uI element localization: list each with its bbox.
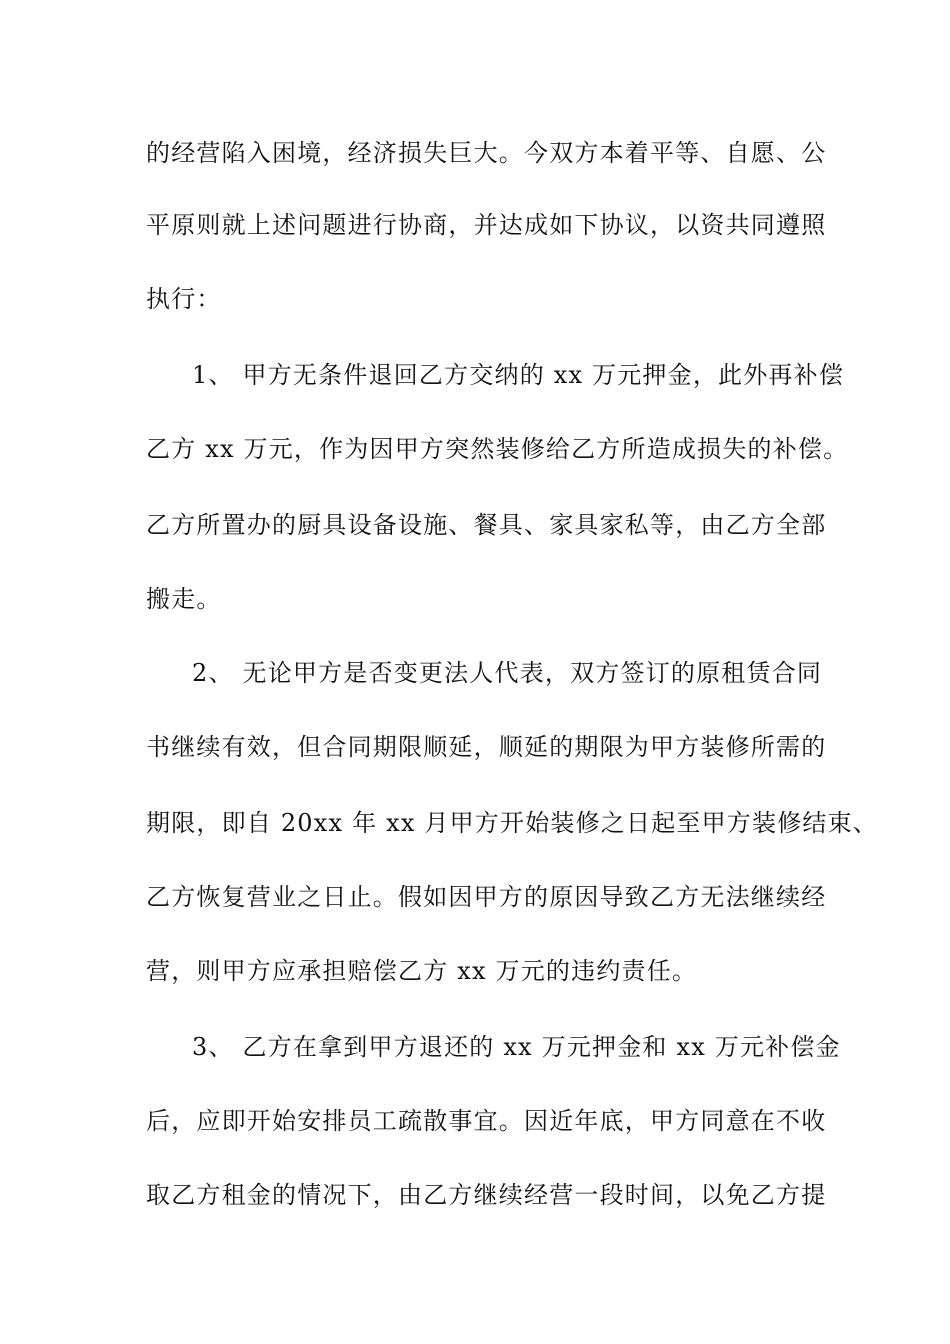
text-line: 平原则就上述问题进行协商，并达成如下协议，以资共同遵照 — [146, 211, 827, 239]
text-line: 后，应即开始安排员工疏散事宜。因近年底，甲方同意在不收 — [146, 1107, 827, 1135]
text-line: 搬走。 — [146, 585, 222, 613]
clause-1-first-line: 1、 甲方无条件退回乙方交纳的 xx 万元押金，此外再补偿 — [192, 361, 845, 389]
clause-2-first-line: 2、 无论甲方是否变更法人代表，双方签订的原租赁合同 — [192, 659, 823, 687]
text-line: 执行： — [146, 285, 222, 313]
text-line: 营，则甲方应承担赔偿乙方 xx 万元的违约责任。 — [146, 957, 698, 985]
text-line: 的经营陷入困境，经济损失巨大。今双方本着平等、自愿、公 — [146, 139, 827, 167]
clause-3-first-line: 3、 乙方在拿到甲方退还的 xx 万元押金和 xx 万元补偿金 — [192, 1033, 841, 1061]
text-line: 书继续有效，但合同期限顺延，顺延的期限为甲方装修所需的 — [146, 733, 827, 761]
text-line: 取乙方租金的情况下，由乙方继续经营一段时间，以免乙方提 — [146, 1181, 827, 1209]
text-line: 乙方 xx 万元，作为因甲方突然装修给乙方所造成损失的补偿。 — [146, 435, 849, 463]
text-line: 乙方所置办的厨具设备设施、餐具、家具家私等，由乙方全部 — [146, 511, 827, 539]
text-line: 乙方恢复营业之日止。假如因甲方的原因导致乙方无法继续经 — [146, 883, 827, 911]
text-line: 期限，即自 20xx 年 xx 月甲方开始装修之日起至甲方装修结束、 — [146, 809, 878, 837]
